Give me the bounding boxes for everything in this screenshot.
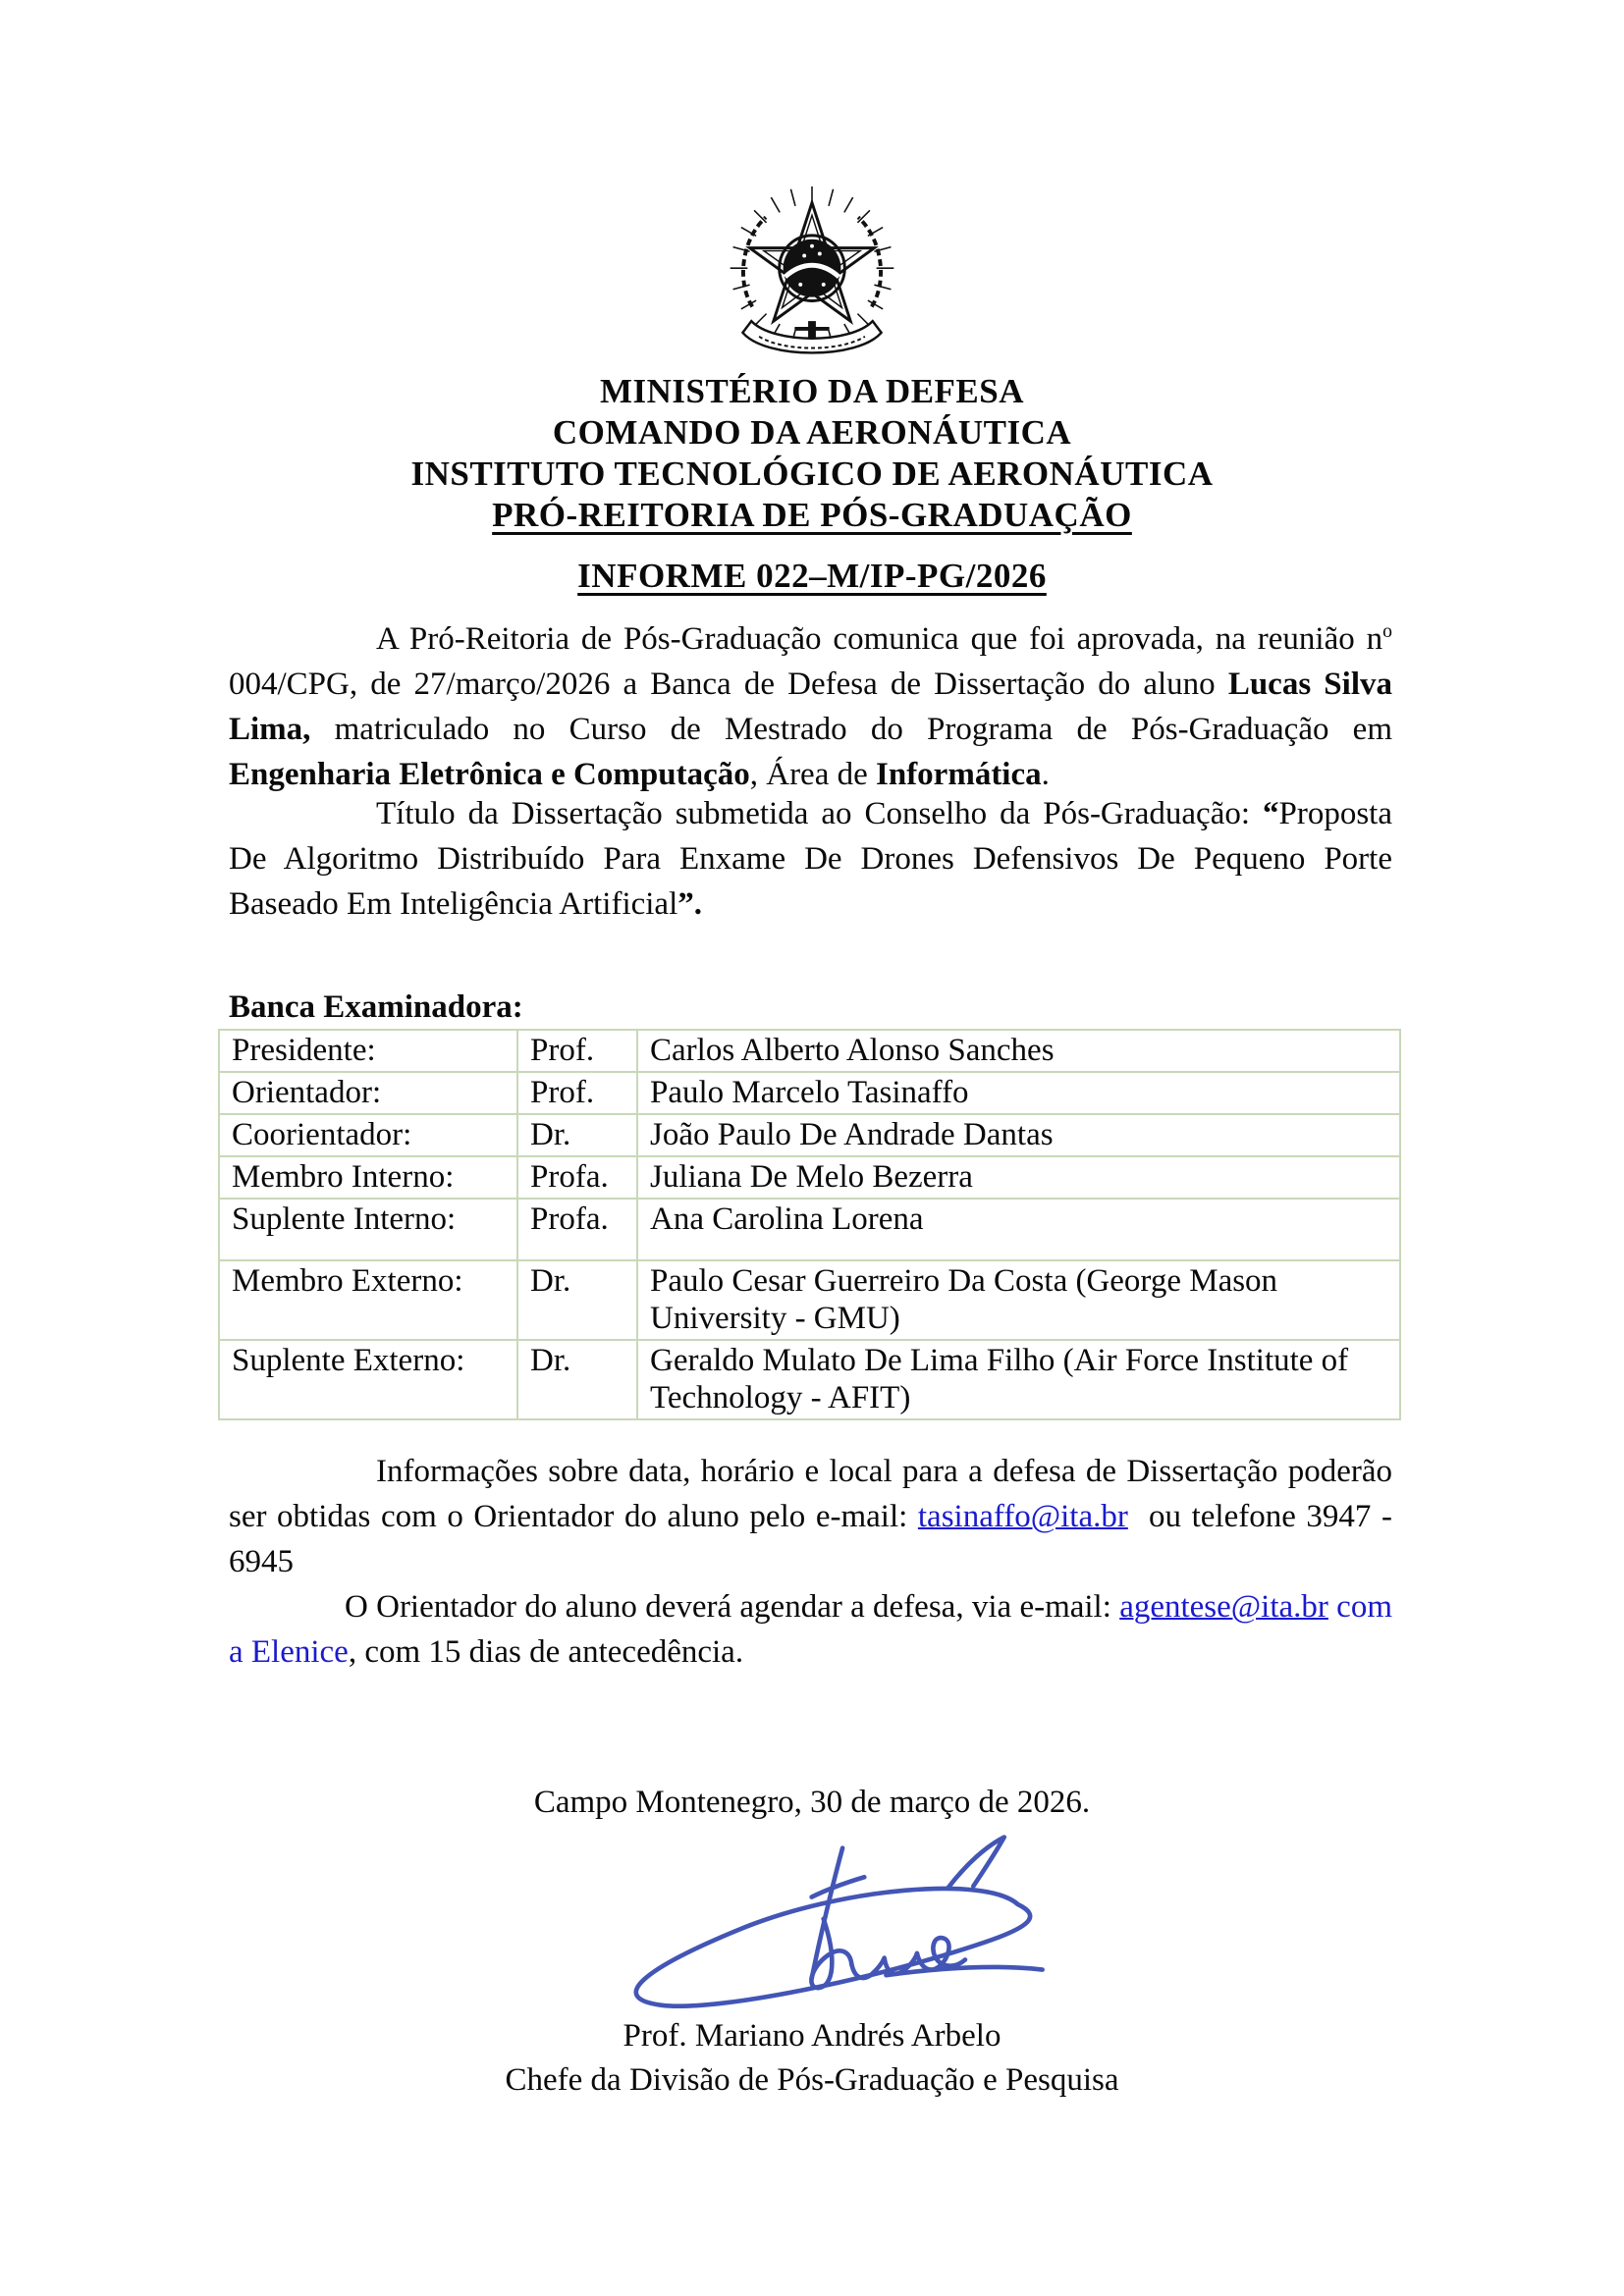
paragraph-dissertation-title: [229, 791, 1392, 927]
cell-title: Dr.: [517, 1260, 637, 1340]
cell-name: Paulo Marcelo Tasinaffo: [637, 1072, 1400, 1114]
cell-name: Carlos Alberto Alonso Sanches: [637, 1030, 1400, 1072]
banca-table-row: [219, 1072, 1400, 1114]
org-header: [0, 371, 1624, 536]
header-line-command: COMANDO DA AERONÁUTICA: [552, 413, 1072, 452]
banca-table-row: [219, 1260, 1400, 1340]
cell-name: João Paulo De Andrade Dantas: [637, 1114, 1400, 1156]
header-line-prorectory: PRÓ-REITORIA DE PÓS-GRADUAÇÃO: [492, 496, 1132, 534]
cell-name: Paulo Cesar Guerreiro Da Costa (George Mason University - GMU): [637, 1260, 1400, 1340]
cell-role: Orientador:: [219, 1072, 517, 1114]
banca-table-row: [219, 1156, 1400, 1199]
cell-title: Prof.: [517, 1072, 637, 1114]
cell-title: Dr.: [517, 1114, 637, 1156]
banca-table: [218, 1029, 1401, 1420]
cell-role: Suplente Externo:: [219, 1340, 517, 1419]
date-line: Campo Montenegro, 30 de março de 2026.: [533, 1785, 1091, 1820]
cell-role: Membro Interno:: [219, 1156, 517, 1199]
banca-table-row: [219, 1340, 1400, 1419]
informe-title: INFORME 022–M/IP-PG/2026: [577, 557, 1047, 595]
cell-title: Dr.: [517, 1340, 637, 1419]
email-link-agentese[interactable]: agentese@ita.br: [1119, 1589, 1328, 1625]
paragraph-approval: [229, 616, 1392, 797]
cell-title: Prof.: [517, 1030, 637, 1072]
paragraph-approval-text: A Pró-Reitoria de Pós-Graduação comunica que foi aprovada, na reunião $n^o$ 004/CPG, de 27/março/2026 a Banca de Defesa de Dissertação do aluno Lucas Silva Lima, matriculado no Curso de Mestrado do Programa de Pós-Graduação em Engenharia Eletrônica e Computação, Área de Informática.: [229, 620, 1392, 792]
coat-of-arms-seal: [716, 177, 908, 379]
signature-ink: [586, 1832, 1077, 2013]
signatory-name: Prof. Mariano Andrés Arbelo: [623, 2018, 1001, 2054]
cell-name: Geraldo Mulato De Lima Filho (Air Force Institute of Technology - AFIT): [637, 1340, 1400, 1419]
header-line-ministry: MINISTÉRIO DA DEFESA: [599, 372, 1025, 410]
banca-table-row: [219, 1114, 1400, 1156]
cell-role: Membro Externo:: [219, 1260, 517, 1340]
cell-role: Presidente:: [219, 1030, 517, 1072]
paragraph-scheduling: O Orientador do aluno deverá agendar a defesa, via e-mail: agentese@ita.br com a Elenice, com 15 dias de antecedência.: [229, 1589, 1393, 1670]
cell-role: Suplente Interno:: [219, 1199, 517, 1260]
cell-title: Profa.: [517, 1199, 637, 1260]
paragraph-dissertation-title-text: Título da Dissertação submetida ao Conselho da Pós-Graduação: “Proposta De Algoritmo Distribuído Para Enxame De Drones Defensivos De Pequeno Porte Baseado Em Inteligência Artificial”.: [229, 796, 1392, 922]
paragraph-contact-info: Informações sobre data, horário e local para a defesa de Dissertação poderão ser obtidas com o Orientador do aluno pelo e-mail: tasinaffo@ita.br ou telefone 3947 - 6945: [229, 1454, 1392, 1579]
banca-table-row: [219, 1199, 1400, 1260]
banca-table-body: [219, 1030, 1400, 1419]
header-line-institute: INSTITUTO TECNOLÓGICO DE AERONÁUTICA: [410, 454, 1214, 493]
signatory-role: Chefe da Divisão de Pós-Graduação e Pesquisa: [505, 2062, 1119, 2098]
cell-name: Juliana De Melo Bezerra: [637, 1156, 1400, 1199]
banca-table-row: [219, 1030, 1400, 1072]
cell-title: Profa.: [517, 1156, 637, 1199]
email-link-tasinaffo[interactable]: tasinaffo@ita.br: [917, 1499, 1128, 1534]
signatory-block: [0, 2014, 1624, 2103]
banca-heading: Banca Examinadora:: [229, 989, 523, 1025]
contact-paragraphs: [229, 1449, 1392, 1675]
cell-role: Coorientador:: [219, 1114, 517, 1156]
cell-name: Ana Carolina Lorena: [637, 1199, 1400, 1260]
